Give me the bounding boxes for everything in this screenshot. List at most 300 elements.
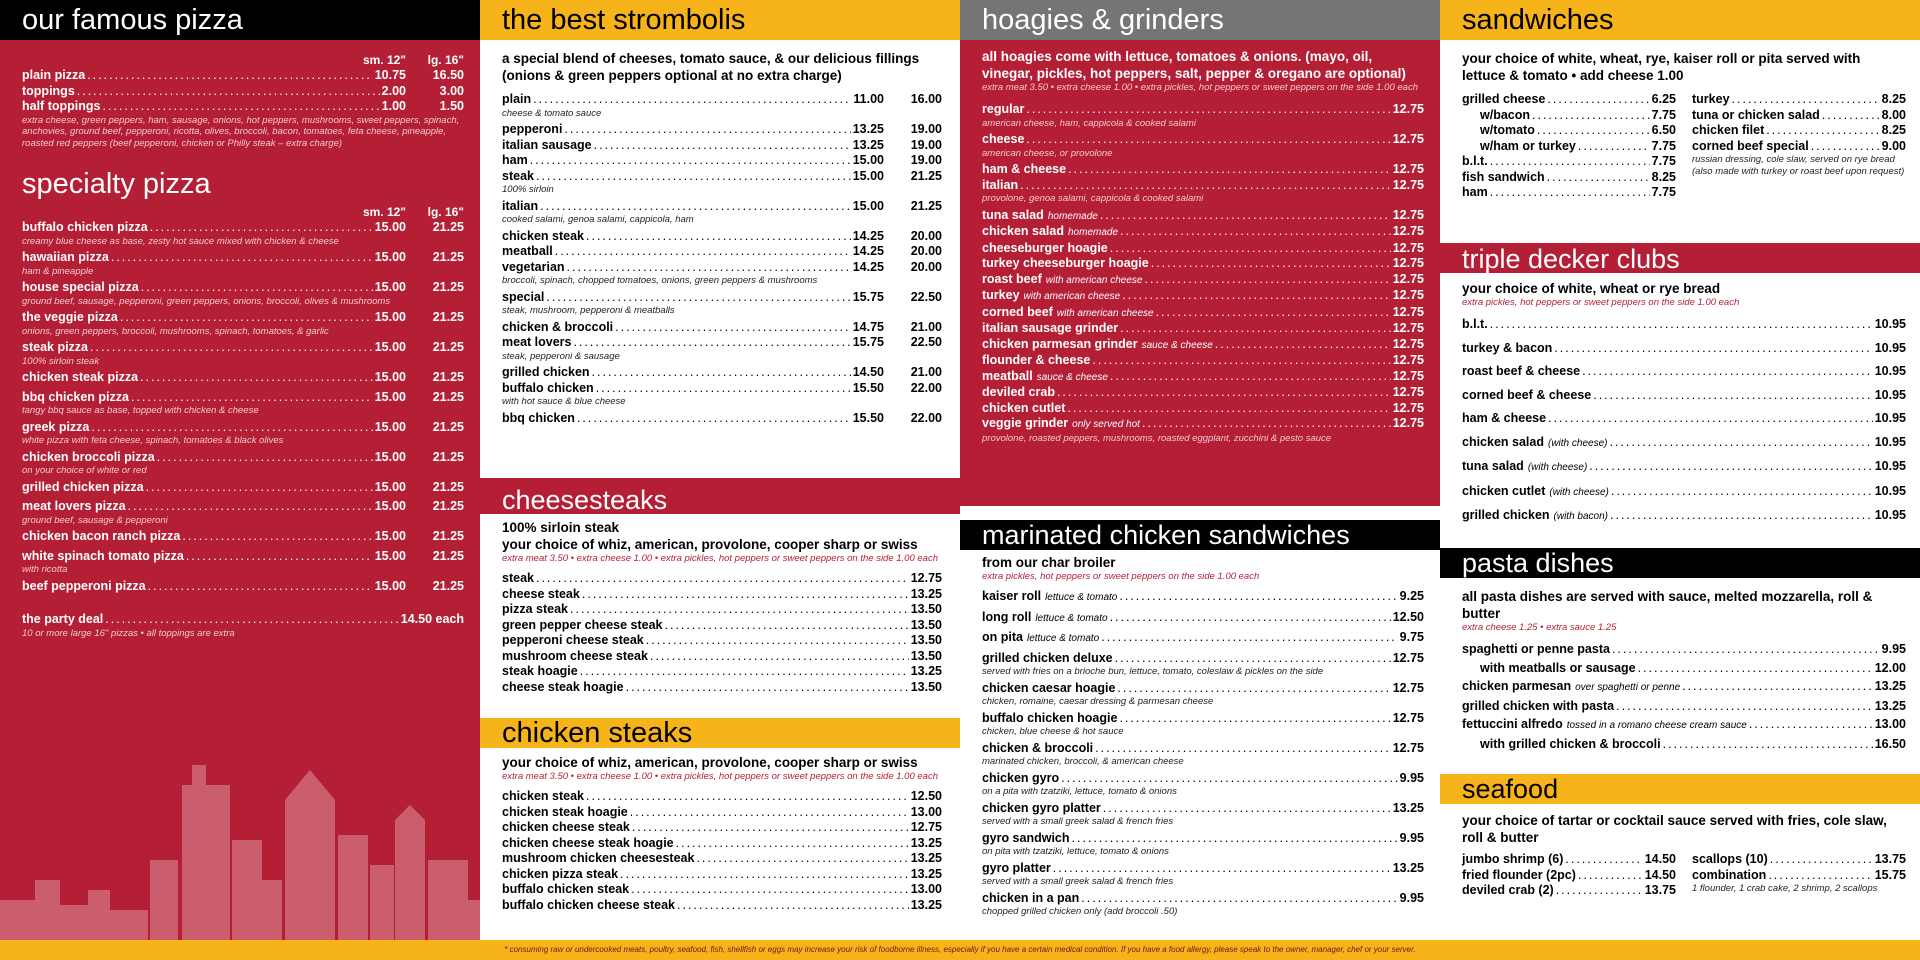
- menu-item-row[interactable]: [1462, 699, 1906, 715]
- menu-item-row[interactable]: [502, 664, 942, 680]
- menu-item-row[interactable]: [502, 229, 942, 245]
- menu-item-price: 10.95: [1874, 411, 1906, 425]
- menu-item-description: provolone, roasted peppers, mushrooms, roasted eggplant, zucchini & pesto sauce: [982, 432, 1332, 444]
- menu-item-row[interactable]: [502, 882, 942, 898]
- menu-item-name: bbq chicken pizza: [22, 389, 129, 404]
- menu-item-price: 9.95: [1399, 890, 1424, 905]
- dot-leader: [128, 499, 373, 515]
- menu-item-row[interactable]: [22, 99, 464, 115]
- chicken-steaks-note: extra meat 3.50 • extra cheese 1.00 • extra pickles, hot peppers or sweet peppers on the side 1.00 each: [502, 771, 938, 782]
- menu-item-row[interactable]: [22, 280, 464, 296]
- menu-item-row[interactable]: [982, 132, 1424, 148]
- menu-item-name: chicken caesar hoagie: [982, 680, 1116, 695]
- menu-item-name: kaiser roll: [982, 589, 1042, 603]
- seafood-subtitle: your choice of tartar or cocktail sauce served with fries, cole slaw, roll & butter: [1462, 813, 1887, 845]
- menu-item-row[interactable]: [982, 178, 1424, 194]
- dot-leader: [1532, 108, 1650, 124]
- dot-leader: [1589, 459, 1872, 475]
- dot-leader: [1122, 288, 1390, 304]
- menu-item-price: 15.00: [374, 578, 406, 593]
- triple-decker-header-band: [1440, 243, 1920, 273]
- menu-item-name: gyro sandwich: [982, 830, 1070, 845]
- menu-item-description: with hot sauce & blue cheese: [502, 396, 626, 407]
- menu-item-price-large: 21.25: [910, 198, 942, 213]
- menu-item-row[interactable]: [502, 199, 942, 215]
- menu-item-row[interactable]: [982, 416, 1424, 433]
- menu-item-name: grilled chicken: [502, 365, 590, 379]
- column-hoagies-chicken: [960, 0, 1440, 940]
- menu-item-name: meatball: [982, 368, 1033, 383]
- menu-item-price: 13.25: [910, 835, 942, 850]
- menu-item-row[interactable]: [502, 867, 942, 883]
- menu-item-row[interactable]: [1462, 435, 1906, 452]
- menu-item-name: buffalo chicken steak: [502, 882, 630, 896]
- menu-item-tag: lettuce & tomato: [1035, 612, 1108, 624]
- menu-item-name: meat lovers: [502, 335, 572, 349]
- dot-leader: [140, 370, 373, 386]
- dot-leader: [586, 789, 909, 805]
- dot-leader: [1061, 771, 1398, 787]
- marinated-subtitle: from our char broiler: [982, 555, 1116, 570]
- dot-leader: [1548, 411, 1873, 427]
- triple-decker-header: triple decker clubs: [1462, 245, 1680, 273]
- menu-item-name: chicken salad: [982, 224, 1064, 238]
- menu-item-row[interactable]: [982, 272, 1424, 289]
- menu-item-row[interactable]: [1462, 717, 1906, 734]
- menu-item-row[interactable]: [982, 401, 1424, 417]
- dot-leader: [91, 420, 372, 436]
- menu-item-row[interactable]: [982, 162, 1424, 178]
- dot-leader: [570, 602, 909, 618]
- menu-item-row[interactable]: [1462, 411, 1906, 427]
- menu-item-row[interactable]: [1462, 883, 1676, 899]
- menu-item-row[interactable]: [502, 649, 942, 665]
- menu-item-price-large: 21.25: [432, 479, 464, 494]
- menu-item-name: chicken parmesan grinder: [982, 336, 1138, 351]
- menu-item-name: chicken & broccoli: [502, 319, 614, 334]
- menu-item-price-large: 19.00: [910, 153, 942, 167]
- menu-item-name: chicken broccoli pizza: [22, 449, 155, 464]
- dot-leader: [1610, 508, 1873, 524]
- menu-item-row[interactable]: [1462, 139, 1676, 155]
- menu-item-row[interactable]: [502, 138, 942, 154]
- menu-item-price-large: 22.00: [910, 380, 942, 395]
- menu-item-name: italian: [982, 177, 1019, 192]
- menu-item-row[interactable]: [1462, 170, 1676, 186]
- dot-leader: [111, 250, 373, 266]
- menu-item-name: italian sausage: [502, 137, 592, 152]
- menu-item-name: cheese: [982, 132, 1025, 146]
- menu-item-name: fried flounder (2pc): [1462, 867, 1576, 882]
- menu-item-row[interactable]: [1692, 108, 1906, 124]
- menu-item-row[interactable]: [982, 589, 1424, 606]
- menu-item-row[interactable]: [982, 288, 1424, 305]
- menu-item-row[interactable]: [1462, 508, 1906, 525]
- menu-item-row[interactable]: [1462, 341, 1906, 357]
- menu-item-price: 15.00: [374, 340, 406, 354]
- menu-item-row[interactable]: [982, 321, 1424, 337]
- menu-item-row[interactable]: [502, 365, 942, 381]
- menu-item-row[interactable]: [1462, 737, 1906, 753]
- menu-item-name: pepperoni cheese steak: [502, 633, 644, 647]
- menu-item-price: 11.00: [853, 92, 884, 106]
- menu-item-row[interactable]: [502, 680, 942, 696]
- menu-item-name: long roll: [982, 609, 1032, 624]
- dot-leader: [586, 229, 851, 245]
- menu-item-price-large: 21.25: [432, 419, 464, 434]
- menu-item-row[interactable]: [1462, 154, 1676, 170]
- dot-leader: [1556, 883, 1643, 899]
- menu-item-price: 2.00: [381, 83, 406, 98]
- menu-item-row[interactable]: [982, 801, 1424, 817]
- chicken-steaks-section: [480, 750, 960, 917]
- dot-leader: [555, 244, 851, 260]
- dot-leader: [1749, 717, 1873, 733]
- row-gap: [1462, 380, 1906, 388]
- menu-item-price: 14.25: [852, 259, 884, 274]
- menu-item-row[interactable]: [1692, 123, 1906, 139]
- menu-item-price-large: 21.25: [432, 389, 464, 404]
- menu-item-row[interactable]: [502, 618, 942, 634]
- menu-item-name: chicken filet: [1692, 123, 1765, 137]
- menu-item-row[interactable]: [502, 169, 942, 185]
- menu-item-description: american cheese, ham, cappicola & cooked salami: [982, 117, 1196, 129]
- menu-item-price-large: 20.00: [910, 259, 942, 274]
- menu-item-price: 15.00: [374, 250, 406, 264]
- seafood-header: seafood: [1440, 774, 1920, 804]
- menu-item-name: scallops (10): [1692, 852, 1768, 866]
- menu-item-row[interactable]: [1462, 868, 1676, 884]
- menu-item-row[interactable]: [502, 122, 942, 138]
- menu-item-price: 8.00: [1881, 107, 1906, 122]
- menu-item-name: regular: [982, 102, 1025, 116]
- dot-leader: [1822, 108, 1880, 124]
- dot-leader: [87, 68, 373, 84]
- menu-item-name: steak pizza: [22, 340, 89, 354]
- row-gap: [1462, 403, 1906, 411]
- menu-item-row[interactable]: [1462, 388, 1906, 404]
- dot-leader: [1609, 435, 1872, 451]
- menu-item-row[interactable]: [502, 571, 942, 587]
- dot-leader: [631, 882, 909, 898]
- menu-item-row[interactable]: [1462, 642, 1906, 658]
- dot-leader: [1663, 737, 1873, 753]
- menu-item-price: 15.75: [1874, 867, 1906, 882]
- row-gap: [1462, 427, 1906, 435]
- dot-leader: [1215, 337, 1391, 353]
- menu-item-price-large: 1.50: [439, 99, 464, 113]
- menu-item-row[interactable]: [982, 369, 1424, 386]
- menu-item-price: 7.75: [1651, 154, 1676, 168]
- menu-item-name: with meatballs or sausage: [1480, 660, 1636, 675]
- hoagies-section: [960, 40, 1440, 506]
- dot-leader: [1151, 256, 1391, 272]
- menu-item-price: 12.75: [910, 820, 942, 834]
- chicken-steaks-header: chicken steaks: [480, 718, 960, 748]
- menu-item-row[interactable]: [502, 587, 942, 603]
- menu-item-price: 15.00: [374, 389, 406, 404]
- menu-item-row[interactable]: [502, 381, 942, 397]
- dot-leader: [1547, 92, 1649, 108]
- menu-item-price: 10.95: [1874, 483, 1906, 498]
- menu-item-row[interactable]: [22, 480, 464, 496]
- menu-item-name: buffalo chicken: [502, 380, 594, 395]
- menu-item-name: chicken salad: [1462, 434, 1544, 449]
- menu-item-row[interactable]: [502, 820, 942, 836]
- menu-item-name: special: [502, 289, 545, 304]
- menu-item-row[interactable]: [22, 68, 464, 84]
- dot-leader: [1020, 178, 1391, 194]
- menu-item-row[interactable]: [502, 92, 942, 108]
- menu-item-row[interactable]: [502, 320, 942, 336]
- menu-item-row[interactable]: [22, 499, 464, 515]
- marinated-list: [982, 589, 1424, 918]
- menu-item-price: 14.50: [1644, 852, 1676, 866]
- chicken-steaks-subtitle: your choice of whiz, american, provolone, cooper sharp or swiss: [502, 755, 918, 770]
- menu-item-name: steak: [502, 571, 534, 585]
- size-small-label: sm. 12": [362, 205, 406, 219]
- menu-item-price-large: 21.00: [910, 319, 942, 334]
- dot-leader: [1547, 170, 1650, 186]
- menu-item-price: 6.25: [1651, 92, 1676, 106]
- dot-leader: [1770, 852, 1873, 868]
- menu-item-name: combination: [1692, 867, 1767, 882]
- menu-item-row[interactable]: [982, 610, 1424, 627]
- dot-leader: [696, 851, 908, 867]
- menu-item-row[interactable]: [502, 851, 942, 867]
- hoagies-note: extra meat 3.50 • extra cheese 1.00 • extra pickles, hot peppers or sweet peppers on the side 1.00 each: [982, 82, 1418, 93]
- menu-item-name: gyro platter: [982, 860, 1051, 875]
- party-deal-row[interactable]: [22, 612, 464, 628]
- menu-item-row[interactable]: [22, 370, 464, 386]
- menu-item-price: 8.25: [1651, 169, 1676, 184]
- menu-item-description: served with a small greek salad & french fries: [982, 816, 1174, 827]
- menu-item-row[interactable]: [1692, 868, 1906, 884]
- dot-leader: [1611, 484, 1873, 500]
- menu-item-row[interactable]: [22, 390, 464, 406]
- sandwiches-left-list: [1462, 92, 1676, 201]
- menu-item-row[interactable]: [502, 836, 942, 852]
- menu-item-price: 15.00: [374, 370, 406, 384]
- menu-item-row[interactable]: [982, 681, 1424, 697]
- menu-item-row[interactable]: [982, 224, 1424, 241]
- menu-item-row[interactable]: [982, 651, 1424, 667]
- menu-item-price: 15.00: [374, 419, 406, 434]
- menu-item-row[interactable]: [502, 805, 942, 821]
- menu-item-description: chicken, blue cheese & hot sauce: [982, 726, 1124, 737]
- menu-item-row[interactable]: [502, 244, 942, 260]
- menu-item-row[interactable]: [982, 256, 1424, 272]
- dot-leader: [1092, 353, 1390, 369]
- dot-leader: [582, 587, 909, 603]
- menu-item-tag: with american cheese: [1023, 291, 1121, 302]
- menu-item-name: green pepper cheese steak: [502, 617, 663, 632]
- menu-item-row[interactable]: [22, 250, 464, 266]
- menu-item-row[interactable]: [1692, 852, 1906, 868]
- menu-item-price-large: 3.00: [439, 83, 464, 98]
- menu-item-row[interactable]: [1462, 317, 1906, 333]
- dot-leader: [630, 805, 909, 821]
- menu-item-row[interactable]: [1462, 459, 1906, 476]
- menu-item-price: 15.50: [852, 380, 884, 395]
- famous-pizza-header: our famous pizza: [0, 0, 480, 40]
- menu-item-price: 12.50: [1392, 609, 1424, 624]
- menu-item-name: flounder & cheese: [982, 353, 1091, 367]
- menu-item-row[interactable]: [982, 630, 1424, 647]
- row-gap: [1462, 333, 1906, 341]
- menu-item-name: chicken cutlet: [1462, 483, 1546, 498]
- menu-item-row[interactable]: [502, 411, 942, 427]
- size-large-label: lg. 16": [427, 205, 464, 219]
- menu-item-description: cheese & tomato sauce: [502, 107, 602, 119]
- dot-leader: [1026, 102, 1390, 118]
- menu-item-row[interactable]: [502, 153, 942, 169]
- menu-item-row[interactable]: [1462, 679, 1906, 696]
- menu-item-row[interactable]: [22, 549, 464, 565]
- menu-item-row[interactable]: [22, 220, 464, 236]
- menu-item-row[interactable]: [982, 711, 1424, 727]
- dot-leader: [1119, 711, 1390, 727]
- menu-item-name: roast beef: [982, 271, 1042, 286]
- menu-item-row[interactable]: [22, 310, 464, 326]
- menu-item-price: 15.00: [374, 479, 406, 494]
- dot-leader: [120, 310, 373, 326]
- menu-item-row[interactable]: [982, 337, 1424, 354]
- menu-item-description: ground beef, sausage, pepperoni, green peppers, onions, broccoli, olives & mushrooms: [22, 295, 391, 307]
- menu-item-row[interactable]: [982, 771, 1424, 787]
- hoagie-list: [982, 102, 1424, 444]
- menu-item-price: 9.75: [1399, 630, 1424, 644]
- menu-item-row[interactable]: [982, 861, 1424, 877]
- menu-item-price: 12.75: [1392, 240, 1424, 255]
- menu-item-description: cooked salami, genoa salami, cappicola, ham: [502, 214, 694, 225]
- menu-item-price: 13.50: [910, 617, 942, 632]
- menu-item-row[interactable]: [1462, 123, 1676, 139]
- row-gap: [1462, 500, 1906, 508]
- menu-item-price: 15.00: [374, 529, 406, 543]
- menu-item-row[interactable]: [1692, 139, 1906, 155]
- menu-item-row[interactable]: [982, 831, 1424, 847]
- menu-item-row[interactable]: [1462, 852, 1676, 868]
- column-strombolis-steaks: [480, 0, 960, 940]
- menu-item-row[interactable]: [982, 102, 1424, 118]
- menu-item-row[interactable]: [1462, 92, 1676, 108]
- menu-item-price: 13.25: [910, 851, 942, 865]
- dot-leader: [540, 199, 851, 215]
- menu-item-tag: tossed in a romano cheese cream sauce: [1566, 720, 1747, 731]
- dot-leader: [131, 390, 373, 406]
- dot-leader: [1081, 891, 1397, 907]
- menu-item-row[interactable]: [502, 898, 942, 914]
- menu-item-name: jumbo shrimp (6): [1462, 852, 1564, 866]
- menu-item-row[interactable]: [1462, 185, 1676, 201]
- size-large-label: lg. 16": [427, 53, 464, 67]
- menu-item-name: beef pepperoni pizza: [22, 578, 146, 593]
- menu-item-price: 12.75: [1392, 400, 1424, 415]
- menu-item-tag: (with cheese): [1549, 486, 1609, 498]
- menu-item-row[interactable]: [982, 353, 1424, 369]
- menu-item-row[interactable]: [502, 789, 942, 805]
- menu-item-name: turkey & bacon: [1462, 340, 1553, 355]
- menu-item-row[interactable]: [502, 260, 942, 276]
- menu-item-row[interactable]: [22, 529, 464, 545]
- menu-item-row[interactable]: [22, 84, 464, 100]
- menu-item-description: steak, pepperoni & sausage: [502, 350, 620, 362]
- menu-item-name: grilled chicken deluxe: [982, 650, 1113, 665]
- menu-item-name: b.l.t.: [1462, 154, 1488, 168]
- menu-item-description: with ricotta: [22, 564, 68, 575]
- dot-leader: [146, 480, 373, 496]
- menu-item-row[interactable]: [22, 340, 464, 356]
- dot-leader: [1110, 241, 1391, 257]
- specialty-pizza-list: [22, 220, 464, 598]
- menu-item-name: hawaiian pizza: [22, 250, 109, 264]
- cheesesteaks-sub1: 100% sirloin steak: [502, 520, 620, 535]
- menu-item-row[interactable]: [22, 420, 464, 436]
- menu-item-description: ham & pineapple: [22, 265, 94, 277]
- menu-item-price: 15.00: [374, 280, 406, 294]
- menu-item-row[interactable]: [1692, 92, 1906, 108]
- menu-item-row[interactable]: [502, 290, 942, 306]
- menu-item-name: spaghetti or penne pasta: [1462, 642, 1610, 656]
- menu-item-name: ham: [1462, 185, 1488, 199]
- menu-item-row[interactable]: [1462, 364, 1906, 380]
- menu-item-row[interactable]: [22, 579, 464, 595]
- menu-item-price: 10.95: [1874, 364, 1906, 378]
- menu-item-row[interactable]: [982, 385, 1424, 401]
- menu-item-row[interactable]: [1462, 484, 1906, 501]
- menu-item-name: veggie grinder: [982, 416, 1069, 430]
- menu-item-row[interactable]: [982, 208, 1424, 225]
- menu-item-name: grilled cheese: [1462, 92, 1546, 106]
- menu-item-row[interactable]: [502, 602, 942, 618]
- menu-item-row[interactable]: [982, 891, 1424, 907]
- menu-item-tag: over spaghetti or penne: [1575, 682, 1681, 693]
- menu-item-price: 15.00: [374, 310, 406, 324]
- menu-item-name: on pita: [982, 630, 1023, 644]
- menu-item-row[interactable]: [502, 335, 942, 351]
- menu-item-price: 7.75: [1651, 138, 1676, 153]
- menu-item-name: the veggie pizza: [22, 310, 118, 324]
- menu-item-price: 12.75: [1392, 102, 1424, 116]
- dot-leader: [90, 340, 373, 356]
- menu-item-name: chicken steak: [502, 228, 584, 243]
- menu-item-price: 12.75: [1392, 710, 1424, 725]
- menu-item-price: 12.75: [1392, 162, 1424, 176]
- dot-leader: [1682, 679, 1873, 695]
- menu-item-row[interactable]: [982, 741, 1424, 757]
- menu-item-row[interactable]: [502, 633, 942, 649]
- menu-item-price: 13.75: [1874, 852, 1906, 866]
- menu-item-name: b.l.t.: [1462, 317, 1488, 331]
- corned-beef-note: russian dressing, cole slaw, served on rye bread (also made with turkey or roast beef upon request): [1692, 154, 1905, 177]
- menu-item-price-large: 19.00: [910, 137, 942, 152]
- menu-item-row[interactable]: [22, 450, 464, 466]
- triple-decker-list: [1462, 317, 1906, 533]
- chicken-steak-list: [502, 789, 942, 913]
- menu-item-row[interactable]: [1462, 108, 1676, 124]
- menu-item-row[interactable]: [1462, 661, 1906, 677]
- menu-item-description: steak, mushroom, pepperoni & meatballs: [502, 305, 675, 316]
- dot-leader: [148, 579, 373, 595]
- menu-item-price: 15.00: [852, 153, 884, 167]
- dot-leader: [533, 92, 851, 108]
- menu-item-name: tuna salad: [982, 207, 1044, 222]
- dot-leader: [1115, 651, 1391, 667]
- menu-item-name: pepperoni: [502, 122, 563, 136]
- menu-item-row[interactable]: [982, 305, 1424, 322]
- menu-item-row[interactable]: [982, 241, 1424, 257]
